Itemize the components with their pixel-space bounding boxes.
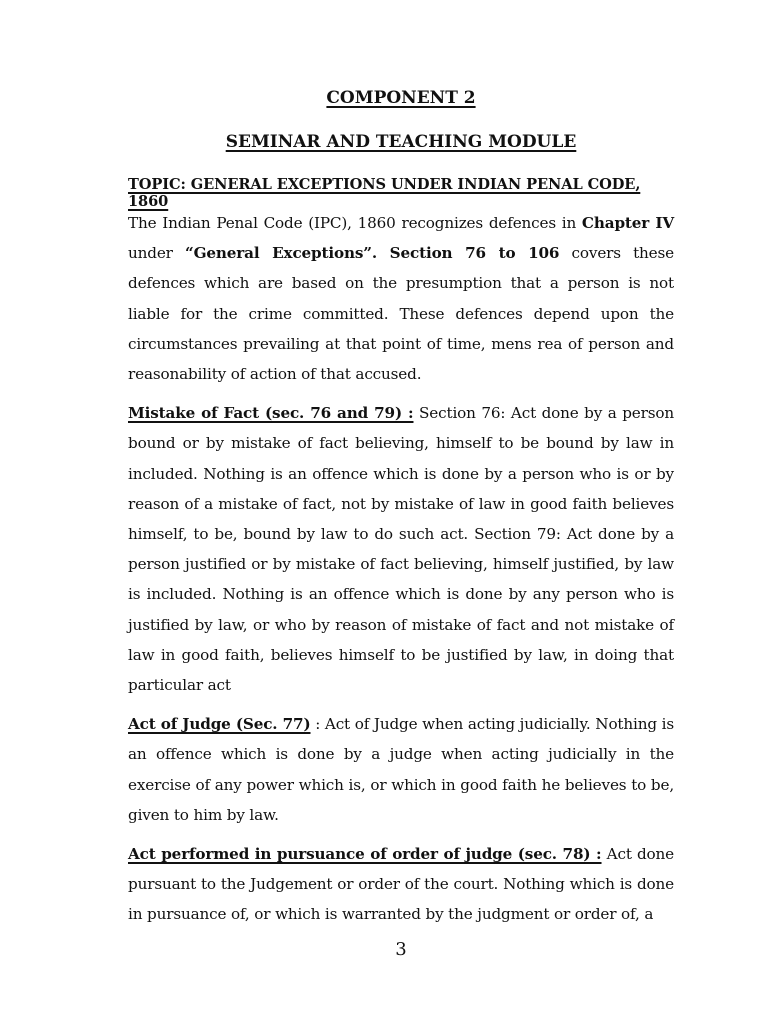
intro-text-3: covers these defences which are based on the presumption that a person is not liable for the crime committed. These defences depend upon the circumstances prevailing at that point of time, mens rea of person and reasonability of action of that accused. (128, 244, 675, 384)
intro-text-2: under (128, 244, 185, 263)
section-paragraph-order-of-judge (128, 839, 674, 930)
component-heading: COMPONENT 2 (326, 88, 476, 108)
section-title: Act of Judge (Sec. 77) (128, 715, 311, 734)
intro-text-1: The Indian Penal Code (IPC), 1860 recognizes defences in (128, 214, 582, 232)
document-body (128, 208, 674, 930)
page-number: 3 (395, 939, 407, 960)
general-exceptions-reference: “General Exceptions”. Section 76 to 106 (184, 244, 560, 263)
section-body: Section 76: Act done by a person bound or by mistake of fact believing, himself to be bound by law in included. Nothing is an offence which is done by a person who is or by reason of a mistake of fact, not by mistake of law in good faith believes himself, to be, bound by law to do such act. Section 79: Act done by a person justified or by mistake of fact believing, himself justified, by law is included. Nothing is an offence which is done by any person who is justified by law, or who by reason of mistake of fact and not mistake of law in good faith, believes himself to be justified by law, in doing that particular act (128, 404, 674, 695)
topic-heading: TOPIC: GENERAL EXCEPTIONS UNDER INDIAN PENAL CODE, 1860 (128, 176, 641, 210)
intro-paragraph (128, 208, 674, 389)
section-body: : Act of Judge when acting judicially. Nothing is an offence which is done by a judge when acting judicially in the exercise of any power which is, or which in good faith he believes to be, given to him by law. (128, 715, 674, 824)
section-title: Mistake of Fact (sec. 76 and 79) : (128, 404, 414, 423)
section-body: Act done pursuant to the Judgement or order of the court. Nothing which is done in pursuance of, or which is warranted by the judgment or order of, a (128, 845, 674, 924)
section-title: Act performed in pursuance of order of judge (sec. 78) : (128, 845, 602, 864)
chapter-reference: Chapter IV (581, 214, 674, 232)
module-heading: SEMINAR AND TEACHING MODULE (225, 132, 577, 152)
section-paragraph-act-of-judge (128, 709, 674, 830)
section-paragraph-mistake-of-fact (128, 398, 674, 700)
